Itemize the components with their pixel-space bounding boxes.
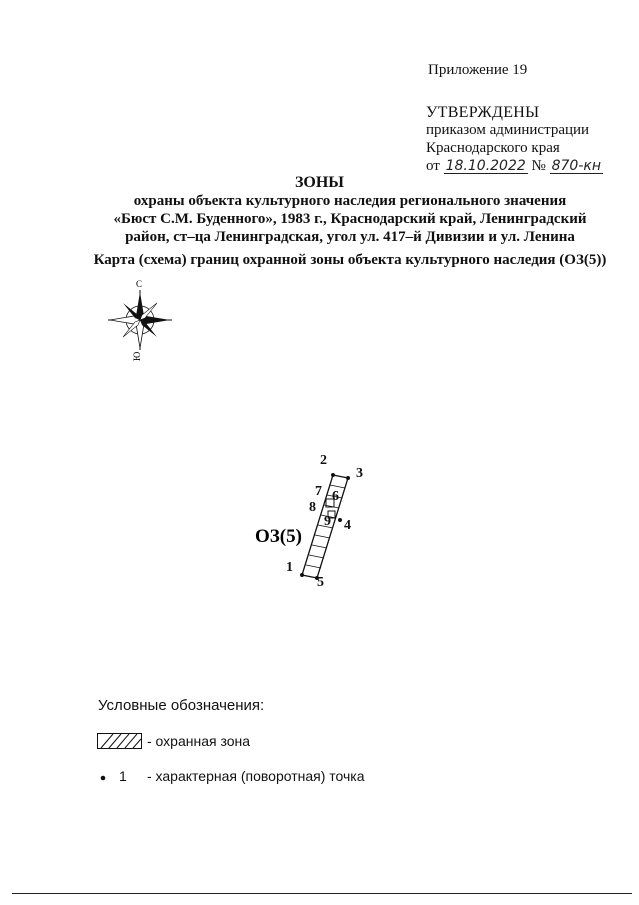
- date-prefix: от: [426, 158, 440, 174]
- compass-south-label: Ю: [132, 351, 142, 361]
- page-bottom-rule: [12, 893, 632, 894]
- order-line-2: Краснодарского края: [426, 140, 560, 156]
- point-label-8: 8: [309, 500, 316, 515]
- approved-heading: УТВЕРЖДЕНЫ: [426, 104, 540, 121]
- legend-point-text: - характерная (поворотная) точка: [147, 768, 365, 784]
- turning-point-4: [338, 518, 342, 522]
- turning-point-2: [331, 473, 335, 477]
- legend-zone-text: - охранная зона: [147, 733, 251, 749]
- point-label-1: 1: [286, 560, 293, 575]
- order-number: 870-кн: [551, 158, 601, 174]
- number-prefix: №: [531, 158, 546, 174]
- compass-rose-icon: [100, 272, 180, 372]
- map-title: Карта (схема) границ охранной зоны объекта культурного наследия (ОЗ(5)): [93, 252, 607, 268]
- point-label-6: 6: [332, 489, 339, 504]
- point-label-9: 9: [324, 514, 331, 529]
- order-line-1: приказом администрации: [426, 122, 590, 138]
- point-dot-icon: [98, 772, 108, 782]
- point-label-5: 5: [317, 575, 324, 590]
- order-date-line: [426, 158, 603, 175]
- appendix-label: Приложение 19: [428, 62, 528, 78]
- legend-point-number: 1: [119, 768, 127, 784]
- legend-title: Условные обозначения:: [98, 697, 265, 714]
- point-label-4: 4: [344, 518, 351, 533]
- subtitle-line-3: район, ст–ца Ленинградская, угол ул. 417–й Дивизии и ул. Ленина: [125, 229, 575, 245]
- subtitle-line-1: охраны объекта культурного наследия регионального значения: [133, 193, 567, 209]
- compass-north-label: С: [136, 279, 143, 289]
- turning-point-3: [346, 476, 350, 480]
- point-label-3: 3: [356, 466, 363, 481]
- hatch-swatch-icon: [97, 733, 142, 749]
- turning-point-1: [300, 573, 304, 577]
- subtitle-line-2: «Бюст С.М. Буденного», 1983 г., Краснодарский край, Ленинградский: [113, 211, 587, 227]
- zone-label: ОЗ(5): [255, 526, 302, 547]
- point-label-2: 2: [320, 453, 327, 468]
- order-date: 18.10.2022: [445, 158, 526, 174]
- document-title: ЗОНЫ: [294, 174, 345, 191]
- point-label-7: 7: [315, 484, 322, 499]
- zone-map: [240, 440, 380, 600]
